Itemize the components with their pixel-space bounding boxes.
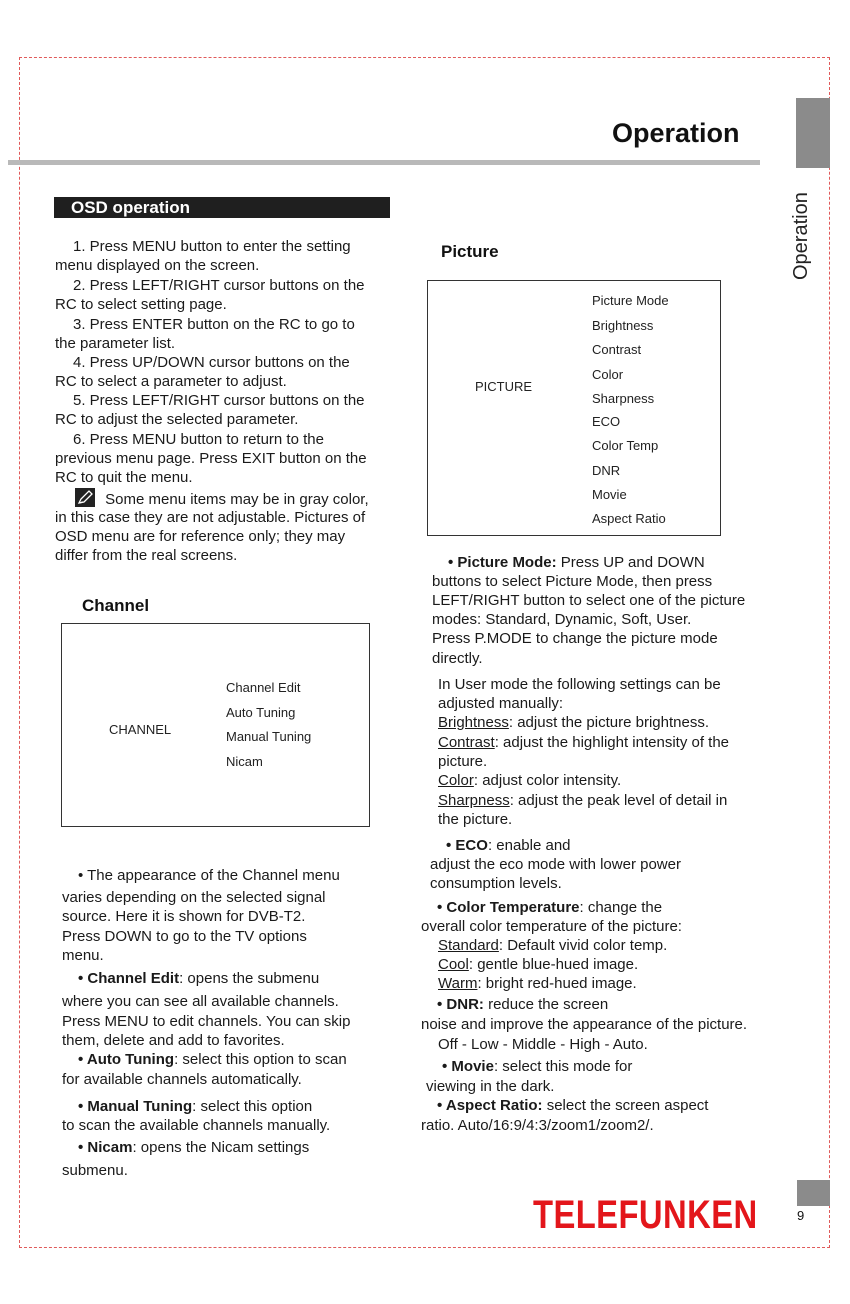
picture-desc — [438, 713, 709, 732]
brightness-term: Brightness — [438, 714, 509, 731]
color-temp-term: • Color Temperature — [437, 899, 580, 916]
step-line: 5. Press LEFT/RIGHT cursor buttons on the — [73, 392, 365, 409]
picture-desc — [437, 995, 608, 1014]
picture-menu-item: Sharpness — [592, 391, 655, 406]
section-header — [54, 197, 390, 218]
picture-desc — [437, 1096, 708, 1115]
picture-menu-item: Color — [592, 367, 624, 382]
nicam-term: • Nicam — [78, 1139, 133, 1156]
picture-desc — [442, 1057, 632, 1076]
step-line: menu displayed on the screen. — [55, 257, 260, 274]
eco-term: • ECO — [446, 837, 488, 854]
picture-menu-item: Picture Mode — [592, 293, 669, 308]
picture-desc: the picture. — [438, 811, 513, 828]
picture-desc-text: : gentle blue-hued image. — [468, 956, 639, 973]
channel-desc-text: : select this option — [192, 1098, 313, 1115]
picture-menu-label: PICTURE — [475, 379, 533, 394]
picture-desc: LEFT/RIGHT button to select one of the picture — [432, 592, 746, 609]
page-number: 9 — [797, 1208, 805, 1223]
note-line: in this case they are not adjustable. Pictures of — [55, 509, 366, 526]
picture-desc-text: : enable and — [487, 837, 571, 854]
channel-menu-item: Channel Edit — [226, 680, 301, 695]
note-line: OSD menu are for reference only; they may — [55, 528, 346, 545]
picture-desc: ratio. Auto/16:9/4:3/zoom1/zoom2/. — [421, 1117, 654, 1134]
channel-menu-item: Manual Tuning — [226, 729, 312, 744]
cool-term: Cool — [438, 956, 469, 973]
step-line: 4. Press UP/DOWN cursor buttons on the — [73, 354, 350, 371]
channel-desc: • The appearance of the Channel menu — [78, 867, 340, 884]
picture-desc: consumption levels. — [430, 875, 562, 892]
picture-menu-item: Movie — [592, 487, 627, 502]
step-line: RC to select a parameter to adjust. — [55, 373, 287, 390]
channel-desc-text: : opens the submenu — [179, 970, 320, 987]
contrast-term: Contrast — [438, 734, 495, 751]
step-line: RC to quit the menu. — [55, 469, 193, 486]
channel-desc: to scan the available channels manually. — [62, 1117, 331, 1134]
manual-tuning-term: • Manual Tuning — [78, 1098, 193, 1115]
step-line: 2. Press LEFT/RIGHT cursor buttons on the — [73, 277, 365, 294]
note-line: differ from the real screens. — [55, 547, 238, 564]
picture-menu-item: ECO — [592, 414, 621, 429]
picture-menu-item: Contrast — [592, 342, 642, 357]
picture-menu-item: Aspect Ratio — [592, 511, 666, 526]
picture-desc — [437, 898, 662, 917]
channel-desc — [78, 1138, 309, 1157]
step-line: 3. Press ENTER button on the RC to go to — [73, 316, 355, 333]
picture-desc-text: : adjust the peak level of detail in — [509, 792, 728, 809]
color-term: Color — [438, 772, 474, 789]
picture-desc: modes: Standard, Dynamic, Soft, User. — [432, 611, 692, 628]
picture-desc-text: : adjust the highlight intensity of the — [494, 734, 730, 751]
picture-desc — [438, 955, 638, 974]
picture-menu-item: Brightness — [592, 318, 654, 333]
picture-desc-text: : bright red-hued image. — [477, 975, 637, 992]
picture-desc — [438, 936, 667, 955]
channel-desc — [78, 969, 319, 988]
channel-menu-item: Auto Tuning — [226, 705, 296, 720]
channel-menu-label: CHANNEL — [109, 722, 172, 737]
picture-desc: viewing in the dark. — [426, 1078, 555, 1095]
picture-desc: directly. — [432, 650, 483, 667]
section-title: OSD operation — [71, 198, 191, 217]
step-line: the parameter list. — [55, 335, 176, 352]
channel-desc: for available channels automatically. — [62, 1071, 302, 1088]
picture-desc: Press P.MODE to change the picture mode — [432, 630, 718, 647]
picture-desc: buttons to select Picture Mode, then press — [432, 573, 713, 590]
picture-menu-item: Color Temp — [592, 438, 659, 453]
channel-menu-item: Nicam — [226, 754, 263, 769]
sharpness-term: Sharpness — [438, 792, 510, 809]
brand-logo: TELEFUNKEN — [533, 1193, 758, 1237]
picture-desc-text: : select this mode for — [493, 1058, 633, 1075]
picture-menu-item: DNR — [592, 463, 621, 478]
header-rule — [8, 160, 760, 165]
channel-desc: them, delete and add to favorites. — [62, 1032, 285, 1049]
step-line: RC to select setting page. — [55, 296, 227, 313]
channel-desc: Press DOWN to go to the TV options — [62, 928, 307, 945]
channel-desc-text: : opens the Nicam settings — [132, 1139, 310, 1156]
picture-heading: Picture — [441, 242, 499, 261]
page-tab — [797, 1180, 830, 1206]
picture-desc: noise and improve the appearance of the picture. — [421, 1016, 748, 1033]
step-line: previous menu page. Press EXIT button on the — [55, 450, 367, 467]
standard-term: Standard — [438, 937, 499, 954]
picture-desc-text: : adjust color intensity. — [473, 772, 622, 789]
auto-tuning-term: • Auto Tuning — [78, 1051, 175, 1068]
aspect-ratio-term: • Aspect Ratio: — [437, 1097, 543, 1114]
side-label: Operation — [790, 192, 812, 280]
step-line: 1. Press MENU button to enter the setting — [73, 238, 351, 255]
picture-desc-text: select the screen aspect — [542, 1097, 709, 1114]
channel-desc-text: : select this option to scan — [174, 1051, 347, 1068]
picture-desc: adjust the eco mode with lower power — [430, 856, 681, 873]
picture-desc-text: Press UP and DOWN — [556, 554, 705, 571]
channel-desc: source. Here it is shown for DVB-T2. — [62, 908, 306, 925]
channel-desc: Press MENU to edit channels. You can skip — [62, 1013, 351, 1030]
picture-desc — [446, 836, 571, 855]
channel-desc: submenu. — [62, 1162, 128, 1179]
side-tab — [796, 98, 830, 168]
picture-desc: overall color temperature of the picture: — [421, 918, 682, 935]
channel-edit-term: • Channel Edit — [78, 970, 180, 987]
movie-term: • Movie — [442, 1058, 494, 1075]
channel-desc — [78, 1097, 312, 1116]
channel-heading: Channel — [82, 596, 150, 615]
picture-desc — [438, 733, 729, 752]
picture-desc: adjusted manually: — [438, 695, 564, 712]
picture-desc: Off - Low - Middle - High - Auto. — [438, 1036, 648, 1053]
picture-desc: picture. — [438, 753, 488, 770]
picture-desc — [438, 771, 621, 790]
picture-desc — [448, 553, 705, 572]
picture-desc-text: : change the — [579, 899, 663, 916]
channel-desc: menu. — [62, 947, 104, 964]
dnr-term: • DNR: — [437, 996, 484, 1013]
picture-mode-term: • Picture Mode: — [448, 554, 557, 571]
picture-desc-text: : Default vivid color temp. — [498, 937, 668, 954]
channel-desc — [78, 1050, 347, 1069]
channel-menu-box — [61, 623, 370, 827]
step-line: 6. Press MENU button to return to the — [73, 431, 324, 448]
channel-desc: where you can see all available channels. — [62, 993, 339, 1010]
note-line — [75, 488, 369, 509]
picture-desc-text: : adjust the picture brightness. — [508, 714, 709, 731]
picture-desc — [438, 791, 727, 810]
page-title: Operation — [612, 118, 740, 148]
note-text: Some menu items may be in gray color, — [105, 491, 369, 508]
channel-desc: varies depending on the selected signal — [62, 889, 326, 906]
step-line: RC to adjust the selected parameter. — [55, 411, 299, 428]
picture-desc: In User mode the following settings can be — [438, 676, 721, 693]
warm-term: Warm — [438, 975, 478, 992]
note-pencil-icon — [75, 488, 95, 507]
picture-menu-box — [427, 280, 721, 536]
picture-desc-text: reduce the screen — [483, 996, 609, 1013]
picture-desc — [438, 974, 637, 993]
